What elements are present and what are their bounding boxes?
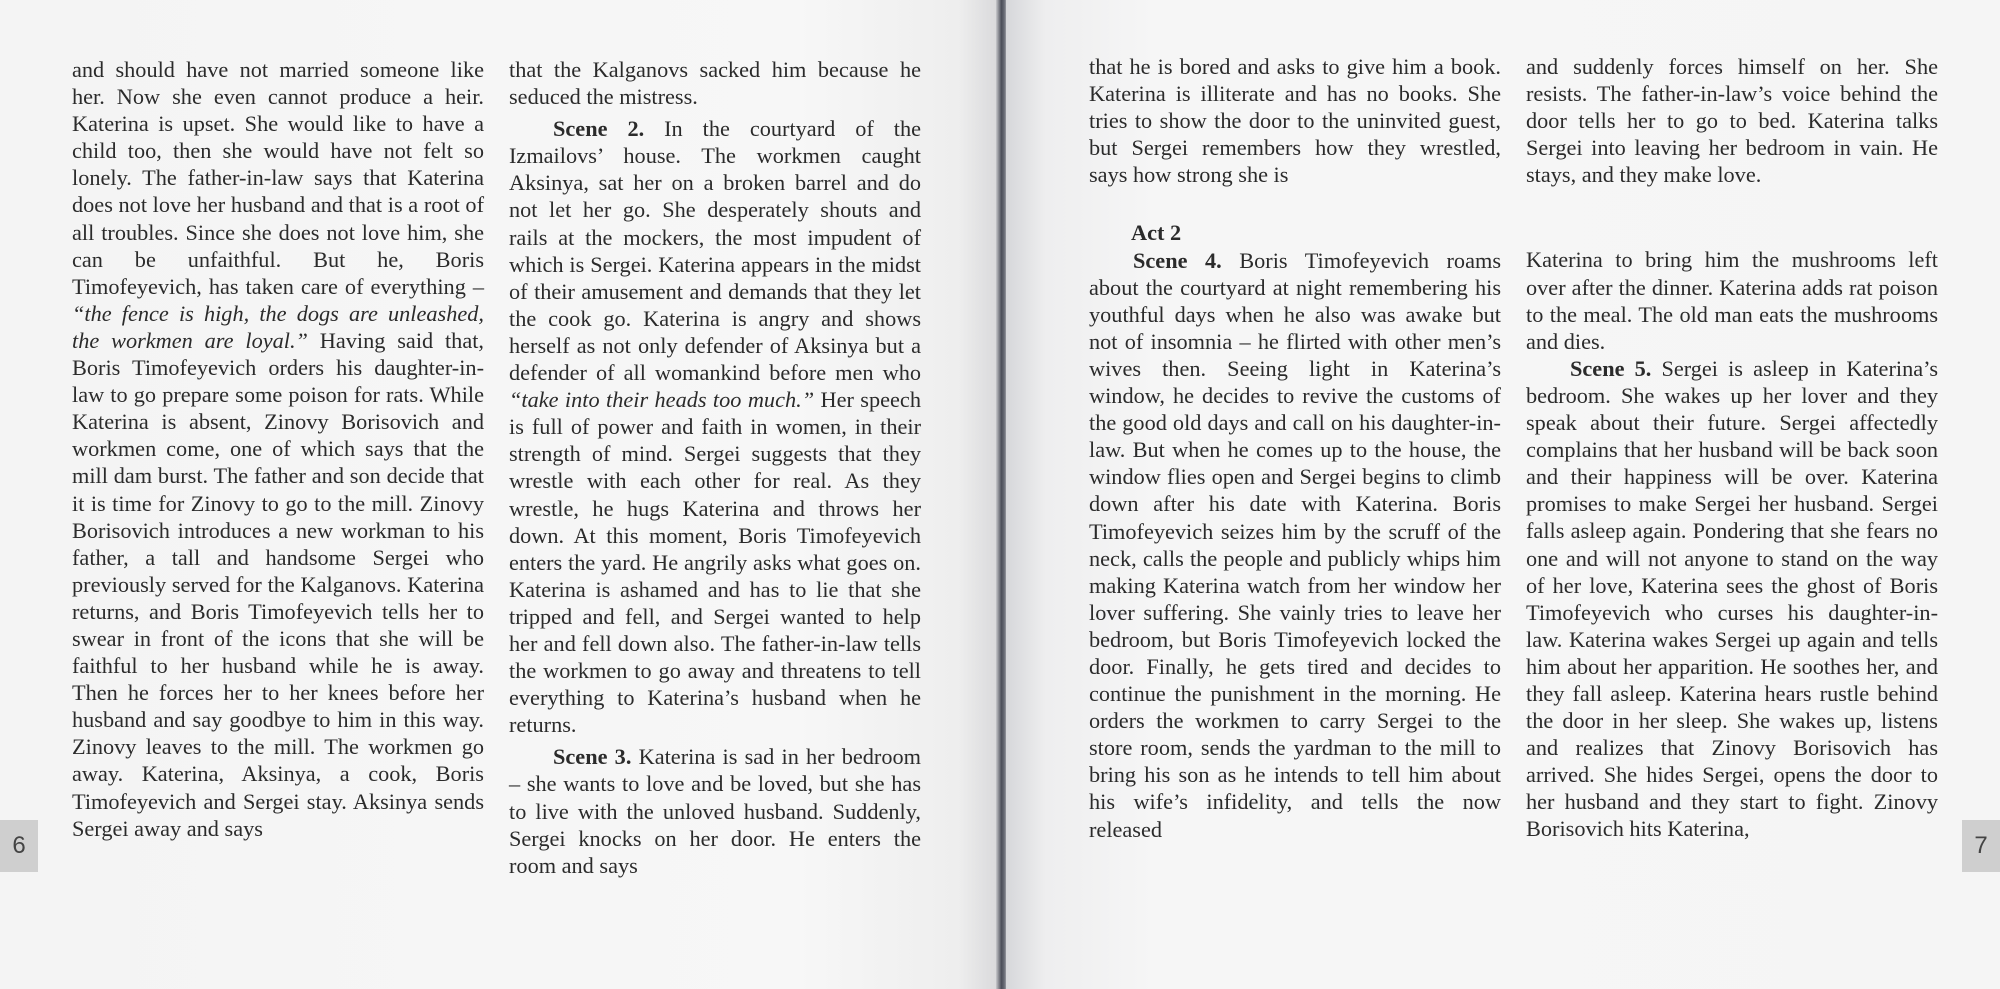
paragraph: that he is bored and asks to give him a book. Katerina is illiterate and has no books. She tries to show the door to the uninvited guest, but Sergei remembers how they wrestled, says how strong she is [1089,54,1501,188]
left-column-2 [509,56,921,879]
scene-heading: Scene 4. [1133,247,1222,273]
paragraph: and suddenly forces himself on her. She resists. The father-in-law’s voice behind the door tells her to go to bed. Katerina talks Sergei into leaving her bedroom in vain. He stays, and they make love. [1526,54,1938,188]
left-page [0,0,998,989]
quote: “the fence is high, the dogs are unleashed, the workmen are loyal.” [72,300,484,353]
scene-heading: Scene 2. [553,116,645,142]
scene-heading: Scene 3. [553,744,632,770]
scene-5-paragraph: Scene 5. Sergei is asleep in Katerina’s bedroom. She wakes up her lover and they speak about their future. Sergei affectedly complains that her husband will be back soon and their happiness will be over. Katerina promises to make Sergei her husband. Sergei falls asleep again. Pondering that she fears no one and will not anyone to stand on the way of her love, Katerina sees the ghost of Boris Timofeyevich who curses his daughter-in-law. Katerina wakes Sergei up again and tells him about her apparition. He soothes her, and they fall asleep. Katerina hears rustle behind the door in her sleep. She wakes up, listens and realizes that Zinovy Borisovich has arrived. She hides Sergei, opens the door to her husband and they start to fight. Zinovy Borisovich hits Katerina, [1526,355,1938,842]
left-column-1 [72,56,484,842]
scene-3-paragraph: Scene 3. Katerina is sad in her bedroom – she wants to love and be loved, but she has to live with the unloved husband. Suddenly, Sergei knocks on her door. He enters the room and says [509,744,921,878]
scene-2-paragraph: Scene 2. In the courtyard of the Izmailovs’ house. The workmen caught Aksinya, sat her on a broken barrel and do not let her go. She desperately shouts and rails at the mockers, the most impudent of which is Sergei. Katerina appears in the midst of their amusement and demands that they let the cook go. Katerina is angry and shows herself as not only defender of Aksinya but a defender of all womankind before men who “take into their heads too much.” Her speech is full of power and faith in women, in their strength of mind. Sergei suggests that they wrestle with each other for real. As they wrestle, he hugs Katerina and throws her down. At this moment, Boris Timofeyevich enters the yard. He angrily asks what goes on. Katerina is ashamed and has to lie that she tripped and fell, and Sergei wanted to help her and fell down also. The father-in-law tells the workmen to go away and threatens to tell everything to Katerina’s husband when he returns. [509,116,921,738]
right-column-2 [1526,53,1938,843]
paragraph: that the Kalganovs sacked him because he seduced the mistress. [509,57,921,110]
right-page [1006,0,2000,989]
quote: “take into their heads too much.” [509,387,815,413]
paragraph: and should have not married someone like her. Now she even cannot produce a heir. Katerina is upset. She would like to have a child too, then she would have not felt so lonely. The father-in-law says that Katerina does not love her husband and that is a root of all troubles. Since she does not love him, she can be unfaithful. But he, Boris Timofeyevich, has taken care of everything – “the fence is high, the dogs are unleashed, the workmen are loyal.” Having said that, Boris Timofeyevich orders his daughter-in-law to go prepare some poison for rats. While Katerina is absent, Zinovy Borisovich and workmen come, one of which says that the mill dam burst. The father and son decide that it is time for Zinovy to go to the mill. Zinovy Borisovich introduces a new workman to his father, a tall and handsome Sergei who previously served for the Kalganovs. Katerina returns, and Boris Timofeyevich tells her to swear in front of the icons that she will be faithful to her husband while he is away. Then he forces her to her knees before her husband and say goodbye to him in this way. Zinovy leaves to the mill. The workmen go away. Katerina, Aksinya, a cook, Boris Timofeyevich and Sergei stay. Aksinya sends Sergei away and says [72,57,484,841]
scene-4-paragraph: Scene 4. Boris Timofeyevich roams about the courtyard at night remembering his youthful days when he also was awake but not of insomnia – he flirted with other men’s wives then. Seeing light in Katerina’s window, he decides to revive the customs of the good old days and call on his daughter-in-law. But when he comes up to the house, the window flies open and Sergei begins to climb down after his date with Katerina. Boris Timofeyevich seizes him by the scruff of the neck, calls the people and publicly whips him making Katerina watch from her window her lover suffering. She vainly tries to leave her bedroom, but Boris Timofeyevich locked the door. Finally, he gets tired and decides to continue the punishment in the morning. He orders the workmen to carry Sergei to the store room, sends the yardman to the mill to bring his son as he intends to tell him about his wife’s infidelity, and tells the now released [1089,247,1502,842]
page-number: 7 [1962,820,2000,872]
scene-heading: Scene 5. [1570,355,1652,381]
paragraph: Katerina to bring him the mushrooms left over after the dinner. Katerina adds rat poison to the meal. The old man eats the mushrooms and dies. [1526,247,1938,354]
page-number: 6 [0,820,38,872]
act-heading: Act 2 [1131,220,1182,246]
right-column-1 [1089,53,1501,843]
